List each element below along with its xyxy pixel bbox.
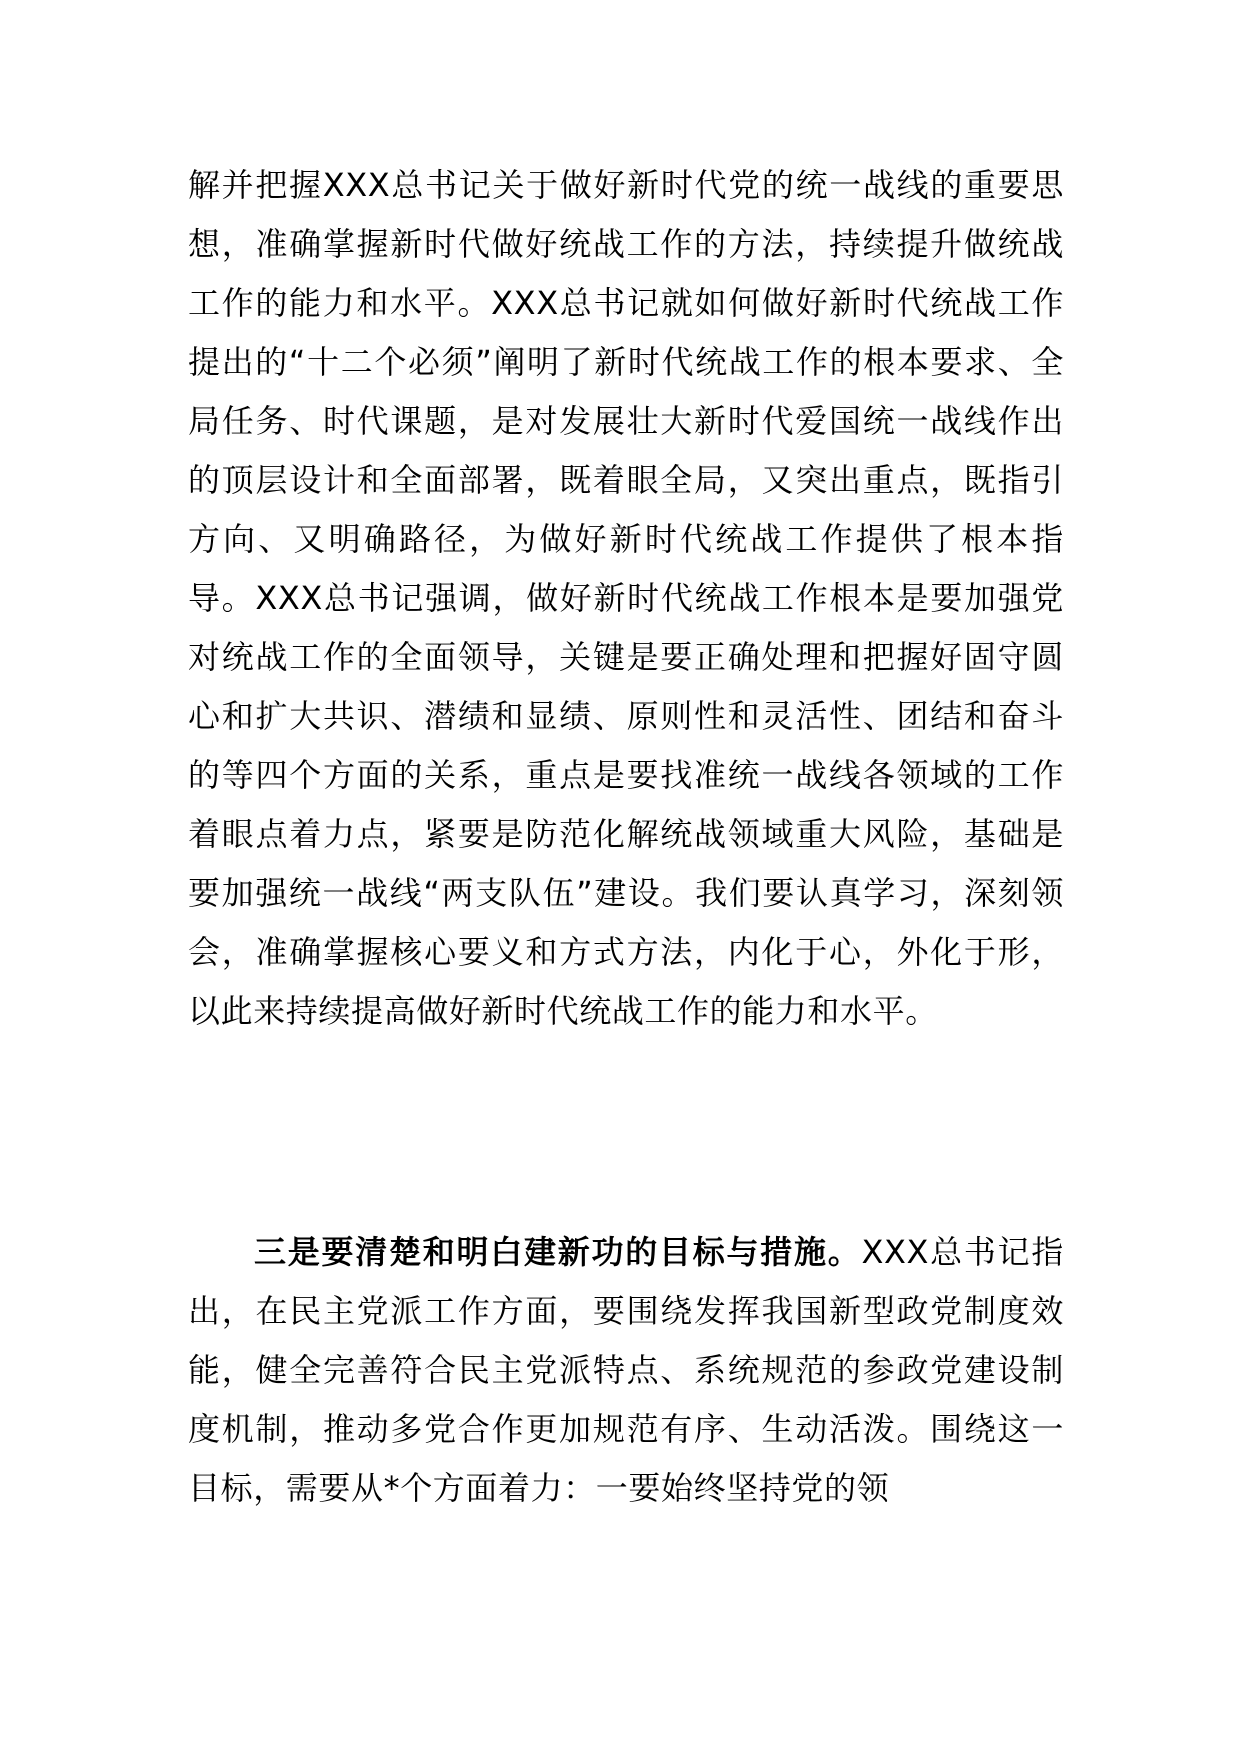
body-paragraph-1: 解并把握XXX总书记关于做好新时代党的统一战线的重要思想，准确掌握新时代做好统战工作的方法，持续提升做统战工作的能力和水平。XXX总书记就如何做好新时代统战工作提出的“十二个必须”阐明了新时代统战工作的根本要求、全局任务、时代课题，是对发展壮大新时代爱国统一战线作出的顶层设计和全面部署，既着眼全局，又突出重点，既指引方向、又明确路径，为做好新时代统战工作提供了根本指导。XXX总书记强调，做好新时代统战工作根本是要加强党对统战工作的全面领导，关键是要正确处理和把握好固守圆心和扩大共识、潜绩和显绩、原则性和灵活性、团结和奋斗的等四个方面的关系，重点是要找准统一战线各领域的工作着眼点着力点，紧要是防范化解统战领域重大风险，基础是要加强统一战线“两支队伍”建设。我们要认真学习，深刻领会，准确掌握核心要义和方式方法，内化于心，外化于形，以此来持续提高做好新时代统战工作的能力和水平。 [188, 166, 1064, 1030]
paragraph-heading: 三是要清楚和明白建新功的目标与措施。 [254, 1233, 862, 1271]
paragraph-body: XXX总书记指出，在民主党派工作方面，要围绕发挥我国新型政党制度效能，健全完善符合民主党派特点、系统规范的参政党建设制度机制，推动多党合作更加规范有序、生动活泼。围绕这一目标，需要从*个方面着力：一要始终坚持党的领 [188, 1233, 1064, 1507]
body-paragraph-2 [188, 1223, 1064, 1518]
